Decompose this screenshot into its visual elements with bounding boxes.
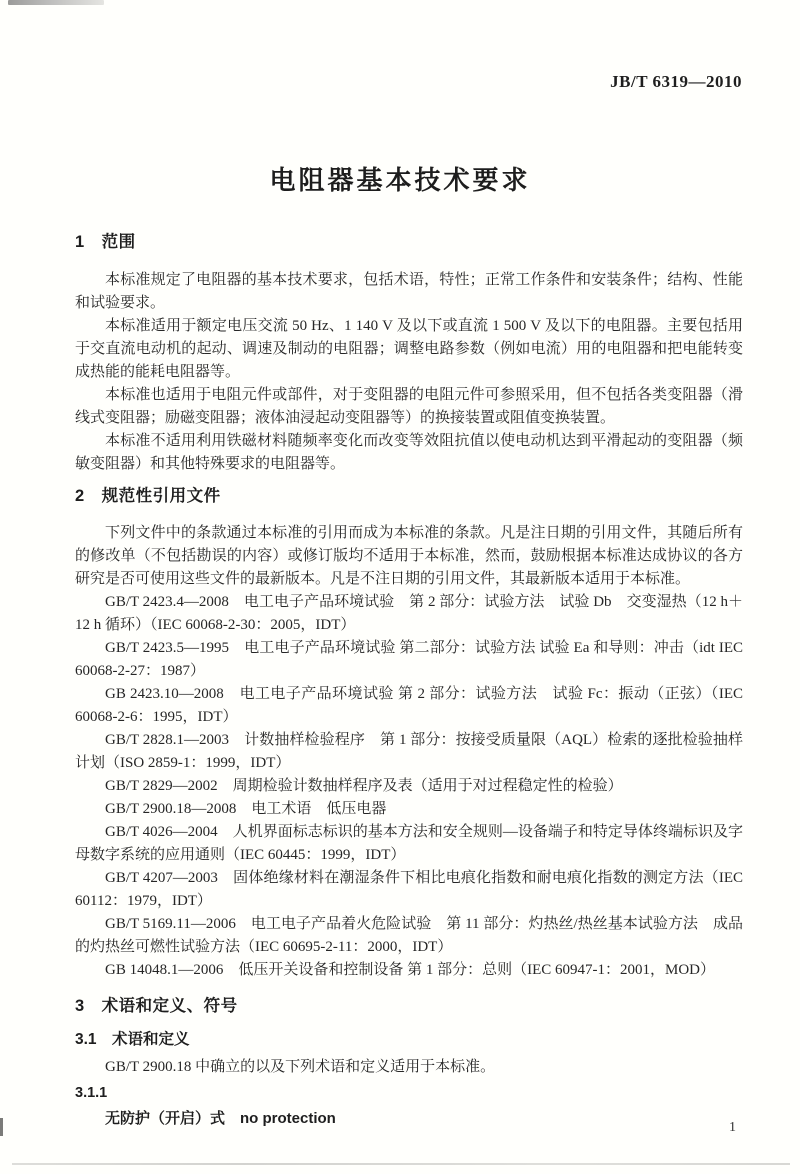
reference-entry: GB/T 4026—2004 人机界面标志标识的基本方法和安全规则—设备端子和特定导体终端标识及字母数字系统的应用通则（IEC 60445：1999，IDT） xyxy=(75,824,743,863)
section-3-heading: 3 术语和定义、符号 xyxy=(75,997,238,1015)
standard-number: JB/T 6319—2010 xyxy=(610,72,742,91)
document-body xyxy=(75,232,743,1130)
reference-entry: GB/T 2900.18—2008 电工术语 低压电器 xyxy=(105,801,387,817)
scan-artifact-bottom-line xyxy=(12,1163,790,1165)
scope-paragraph: 本标准适用于额定电压交流 50 Hz、1 140 V 及以下或直流 1 500 V 及以下的电阻器。主要包括用于交直流电动机的起动、调速及制动的电阻器；调整电路参数（例如电流）用的电阻器和把电能转变成热能的能耗电阻器等。 xyxy=(75,318,743,380)
scope-paragraph: 本标准不适用利用铁磁材料随频率变化而改变等效阻抗值以使电动机达到平滑起动的变阻器（频敏变阻器）和其他特殊要求的电阻器等。 xyxy=(75,433,743,472)
page-number: 1 xyxy=(729,1120,736,1135)
reference-entry: GB/T 2423.5—1995 电工电子产品环境试验 第二部分：试验方法 试验 Ea 和导则：冲击（idt IEC 60068-2-27：1987） xyxy=(75,640,743,679)
scan-artifact-bottom-left xyxy=(0,1118,3,1136)
scope-paragraph: 本标准规定了电阻器的基本技术要求，包括术语，特性；正常工作条件和安装条件；结构、性能和试验要求。 xyxy=(75,272,743,311)
reference-entry: GB/T 5169.11—2006 电工电子产品着火危险试验 第 11 部分：灼热丝/热丝基本试验方法 成品的灼热丝可燃性试验方法（IEC 60695-2-11：2000，IDT） xyxy=(75,916,743,955)
reference-entry: GB 2423.10—2008 电工电子产品环境试验 第 2 部分：试验方法 试验 Fc：振动（正弦）（IEC 60068-2-6：1995，IDT） xyxy=(75,686,743,725)
section-2-heading: 2 规范性引用文件 xyxy=(75,487,221,505)
scan-artifact-top xyxy=(8,0,104,5)
document-title: 电阻器基本技术要求 xyxy=(269,165,531,195)
section-3-1-1-heading: 3.1.1 xyxy=(75,1085,108,1101)
reference-entry: GB/T 2828.1—2003 计数抽样检验程序 第 1 部分：按接受质量限（AQL）检索的逐批检验抽样计划（ISO 2859-1：1999，IDT） xyxy=(75,732,743,771)
term-definition: 无防护（开启）式 no protection xyxy=(105,1110,336,1127)
scope-paragraph: 本标准也适用于电阻元件或部件，对于变阻器的电阻元件可参照采用，但不包括各类变阻器（滑线式变阻器；励磁变阻器；液体油浸起动变阻器等）的换接装置或阻值变换装置。 xyxy=(75,387,743,426)
terms-intro: GB/T 2900.18 中确立的以及下列术语和定义适用于本标准。 xyxy=(105,1059,496,1075)
section-3-1-heading: 3.1 术语和定义 xyxy=(75,1031,190,1048)
reference-entry: GB/T 4207—2003 固体绝缘材料在潮湿条件下相比电痕化指数和耐电痕化指数的测定方法（IEC 60112：1979，IDT） xyxy=(75,870,743,909)
reference-entry: GB 14048.1—2006 低压开关设备和控制设备 第 1 部分：总则（IEC 60947-1：2001，MOD） xyxy=(105,962,715,978)
section-1-heading: 1 范围 xyxy=(75,233,136,251)
references-intro: 下列文件中的条款通过本标准的引用而成为本标准的条款。凡是注日期的引用文件，其随后所有的修改单（不包括勘误的内容）或修订版均不适用于本标准，然而，鼓励根据本标准达成协议的各方研究是否可使用这些文件的最新版本。凡是不注日期的引用文件，其最新版本适用于本标准。 xyxy=(75,525,743,587)
reference-entry: GB/T 2423.4—2008 电工电子产品环境试验 第 2 部分：试验方法 试验 Db 交变湿热（12 h＋12 h 循环）（IEC 60068-2-30：2005，IDT） xyxy=(75,594,743,633)
reference-entry: GB/T 2829—2002 周期检验计数抽样程序及表（适用于对过程稳定性的检验） xyxy=(105,778,623,794)
